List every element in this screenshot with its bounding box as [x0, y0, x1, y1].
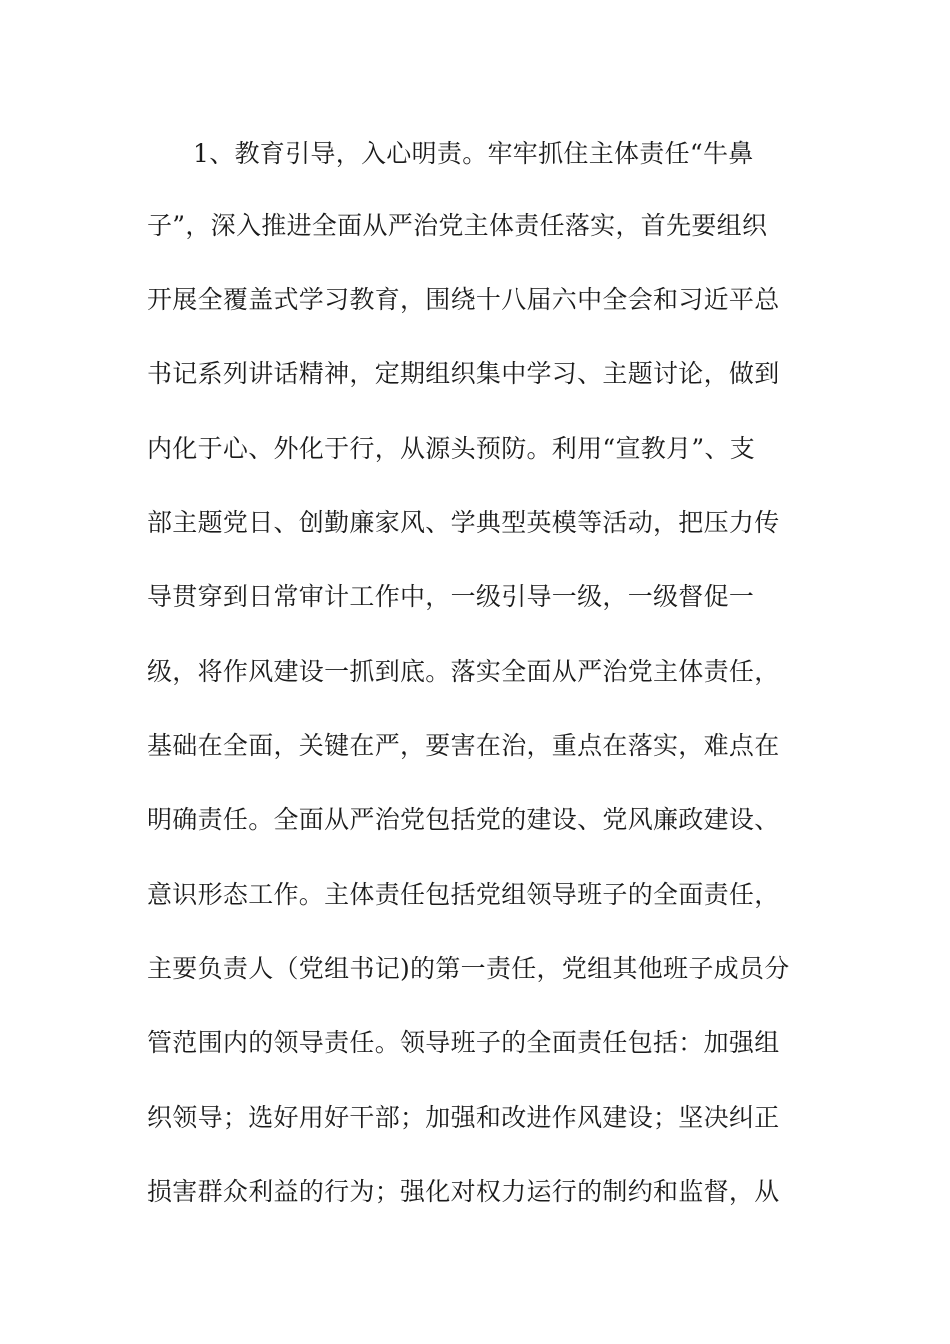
- paragraph-line-6: 部主题党日、创勤廉家风、学典型英模等活动，把压力传: [147, 508, 780, 537]
- paragraph-line-3: 开展全覆盖式学习教育，围绕十八届六中全会和习近平总: [147, 285, 780, 314]
- paragraph-line-15: 损害群众利益的行为；强化对权力运行的制约和监督，从: [147, 1177, 780, 1206]
- paragraph-line-12: 主要负责人（党组书记)的第一责任，党组其他班子成员分: [147, 954, 790, 983]
- paragraph-line-11: 意识形态工作。主体责任包括党组领导班子的全面责任，: [147, 880, 780, 909]
- paragraph-line-1: 1、教育引导，入心明责。牢牢抓住主体责任“牛鼻: [193, 139, 754, 168]
- paragraph-line-13: 管范围内的领导责任。领导班子的全面责任包括：加强组: [147, 1028, 780, 1057]
- paragraph-line-8: 级，将作风建设一抓到底。落实全面从严治党主体责任，: [147, 657, 780, 686]
- paragraph-line-4: 书记系列讲话精神，定期组织集中学习、主题讨论，做到: [147, 359, 780, 388]
- paragraph-line-14: 织领导；选好用好干部；加强和改进作风建设；坚决纠正: [147, 1103, 780, 1132]
- paragraph-line-5: 内化于心、外化于行，从源头预防。利用“宣教月”、支: [147, 434, 756, 463]
- paragraph-line-7: 导贯穿到日常审计工作中，一级引导一级，一级督促一: [147, 582, 755, 611]
- paragraph-line-2: 子”，深入推进全面从严治党主体责任落实，首先要组织: [147, 211, 768, 240]
- paragraph-line-10: 明确责任。全面从严治党包括党的建设、党风廉政建设、: [147, 805, 780, 834]
- paragraph-line-9: 基础在全面，关键在严，要害在治，重点在落实，难点在: [147, 731, 780, 760]
